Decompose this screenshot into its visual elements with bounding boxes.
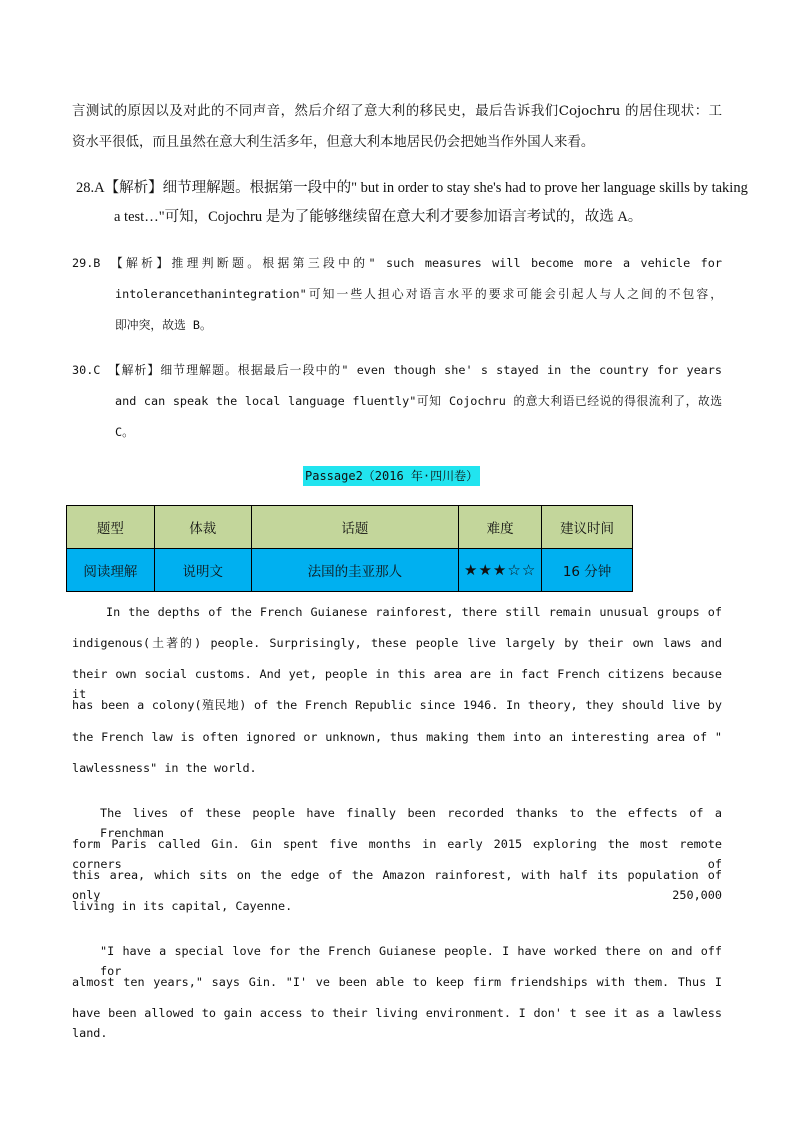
passage-p2-line-3: this area, which sits on the edge of the Amazon rainforest, with half its population of only 250,000 <box>72 868 722 902</box>
answer-28-line-1: 28.A【解析】细节理解题。根据第一段中的" but in order to stay she's had to prove her language skills by taking <box>76 180 748 196</box>
passage-p1-line-5: the French law is often ignored or unknown, thus making them into an interesting area of " <box>72 730 722 744</box>
passage-p3-line-3: have been allowed to gain access to their living environment. I don' t see it as a lawless land. <box>72 1006 722 1040</box>
passage-info-table <box>66 505 633 592</box>
answer-29-line-1: 29.B 【解析】推理判断题。根据第三段中的" such measures will become more a vehicle for <box>72 256 722 270</box>
passage-p1-line-4: has been a colony(殖民地) of the French Republic since 1946. In theory, they should live by <box>72 698 722 712</box>
answer-28-line-2: a test…"可知，Cojochru 是为了能够继续留在意大利才要参加语言考试的，故选 A。 <box>114 209 643 225</box>
passage-title: Passage2（2016 年·四川卷） <box>303 466 480 486</box>
header-genre: 体裁 <box>154 506 251 549</box>
passage-p1-line-2: indigenous(土著的) people. Surprisingly, these people live largely by their own laws and <box>72 636 722 650</box>
passage-p3-line-1: "I have a special love for the French Guianese people. I have worked there on and off for <box>100 944 722 978</box>
passage-p2-line-2: form Paris called Gin. Gin spent five months in early 2015 exploring the most remote corners of <box>72 837 722 871</box>
header-difficulty: 难度 <box>459 506 542 549</box>
intro-line-2: 资水平很低，而且虽然在意大利生活多年，但意大利本地居民仍会把她当作外国人来看。 <box>72 135 595 150</box>
cell-topic: 法国的圭亚那人 <box>251 549 459 592</box>
answer-29-line-2: intolerancethanintegration"可知一些人担心对语言水平的要求可能会引起人与人之间的不包容， <box>115 287 722 301</box>
answer-30-line-1: 30.C 【解析】细节理解题。根据最后一段中的" even though she' s stayed in the country for years <box>72 363 722 377</box>
cell-question-type: 阅读理解 <box>67 549 155 592</box>
passage-p1-line-6: lawlessness" in the world. <box>72 761 257 775</box>
answer-30-line-2: and can speak the local language fluently"可知 Cojochru 的意大利语已经说的得很流利了，故选 <box>115 394 722 408</box>
table-header-row <box>67 506 633 549</box>
answer-30-line-3: C。 <box>115 425 134 439</box>
passage-p1-line-1: In the depths of the French Guianese rainforest, there still remain unusual groups of <box>106 605 722 619</box>
header-suggested-time: 建议时间 <box>542 506 633 549</box>
passage-p1-line-3: their own social customs. And yet, people in this area are in fact French citizens because it <box>72 667 722 701</box>
intro-line-1: 言测试的原因以及对此的不同声音，然后介绍了意大利的移民史，最后告诉我们Cojochru 的居住现状：工 <box>72 104 722 119</box>
table-row <box>67 549 633 592</box>
header-question-type: 题型 <box>67 506 155 549</box>
difficulty-stars: ★★★☆☆ <box>459 549 542 592</box>
header-topic: 话题 <box>251 506 459 549</box>
answer-29-line-3: 即冲突，故选 B。 <box>115 318 212 332</box>
passage-p3-line-2: almost ten years," says Gin. "I' ve been able to keep firm friendships with them. Thus I <box>72 975 722 989</box>
cell-genre: 说明文 <box>154 549 251 592</box>
cell-suggested-time: 16 分钟 <box>542 549 633 592</box>
passage-p2-line-4: living in its capital, Cayenne. <box>72 899 293 913</box>
passage-p2-line-1: The lives of these people have finally been recorded thanks to the effects of a Frenchman <box>100 806 722 840</box>
